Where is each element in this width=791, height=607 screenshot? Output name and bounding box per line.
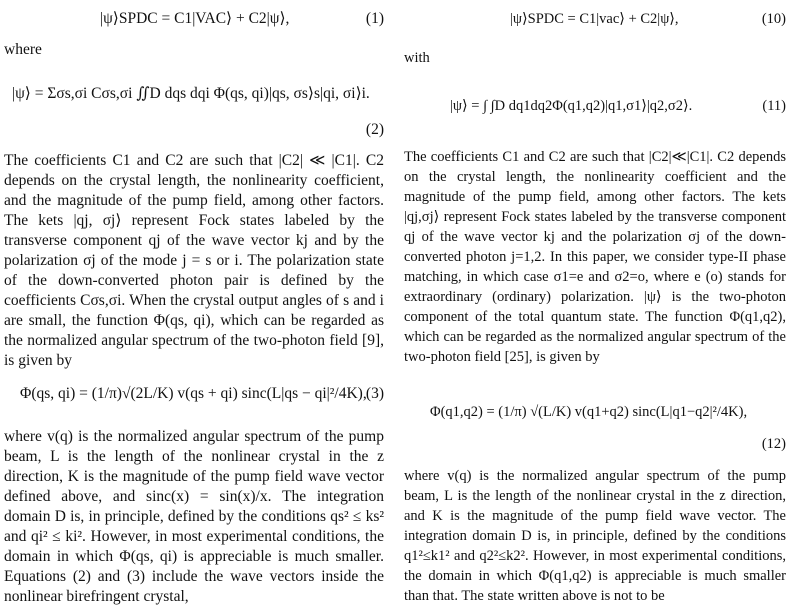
equation-12-number: (12) [761,436,786,452]
equation-3 [4,380,384,420]
equation-12 [404,400,786,456]
equation-1 [4,9,384,31]
equation-2 [4,84,384,138]
equation-12-math: Φ(q1,q2) = (1/π) √(L/K) v(q1+q2) sinc(L|q1−q2|²/4K), [430,404,748,420]
equation-2-number: (2) [365,121,384,138]
equation-10-math: |ψ⟩SPDC = C1|vac⟩ + C2|ψ⟩, [510,11,679,27]
equation-11-number: (11) [762,98,786,114]
equation-3-math: Φ(qs, qi) = (1/π)√(2L/K) v(qs + qi) sinc(L|qs − qi|²/4K), [20,385,367,402]
equation-1-number: (1) [365,10,384,27]
equation-10-number: (10) [761,11,786,27]
paragraph-left-2: where v(q) is the normalized angular spectrum of the pump beam, L is the length of the nonlinear crystal in the z direction, K is the magnitude of the pump field wave vector defined above, and sinc(x) = sin(x)/x. The integration domain D is, in principle, defined by the conditions qs² ≤ ks² and qi² ≤ ki². However, in most experimental conditions, the domain in which Φ(qs, qi) is appreciable is much smaller. Equations (2) and (3) include the wave vectors inside the nonlinear birefringent crystal, [4,428,384,605]
paragraph-right-1: The coefficients C1 and C2 are such that |C2|≪|C1|. C2 depends on the crystal length, the nonlinearity coefficient and the magnitude of the pump field, among other factors. The kets |qj,σj⟩ represent Fock states labeled by the transverse component qj of the wave vector kj and the polarization σj of the down-converted photon j=1,2. In this paper, we consider type-II phase matching, in which case σ1=e and σ2=o, where e (o) stands for extraordinary (ordinary) polarization. |ψ⟩ is the two-photon component of the total quantum state. The function Φ(q1,q2), which can be regarded as the normalized angular spectrum of the two-photon field [25], is given by [404,149,786,365]
paragraph-right-2: where v(q) is the normalized angular spectrum of the pump beam, L is the length of the nonlinear crystal in the z direction, and K is the magnitude of the pump field wave vector. The integration domain D is, in principle, defined by the conditions q1²≤k1² and q2²≤k2². However, in most experimental conditions, the domain in which Φ(q1,q2) is appreciable is much smaller than that. The state written above is not to be [404,468,786,604]
equation-2-math: |ψ⟩ = Σσs,σi Cσs,σi ∬D dqs dqi Φ(qs, qi)|qs, σs⟩s|qi, σi⟩i. [12,85,370,102]
equation-3-number: (3) [365,385,384,402]
equation-11 [404,96,786,122]
with-label: with [404,50,430,66]
equation-1-math: |ψ⟩SPDC = C1|VAC⟩ + C2|ψ⟩, [100,10,290,27]
equation-11-math: |ψ⟩ = ∫ ∫D dq1dq2Φ(q1,q2)|q1,σ1⟩|q2,σ2⟩. [450,98,693,114]
where-label: where [4,41,42,58]
paragraph-left-1: The coefficients C1 and C2 are such that |C2| ≪ |C1|. C2 depends on the crystal length, the nonlinearity coefficient, and the magnitude of the pump field, among other factors. The kets |qj, σj⟩ represent Fock states labeled by the transverse component qj of the wave vector kj and by the polarization σj of the mode j = s or i. The polarization state of the down-converted photon pair is defined by the coefficients Cσs,σi. When the crystal output angles of s and i are small, the function Φ(qs, qi), which can be regarded as the normalized angular spectrum of the two-photon field [9], is given by [4,152,384,369]
equation-10 [404,9,786,31]
